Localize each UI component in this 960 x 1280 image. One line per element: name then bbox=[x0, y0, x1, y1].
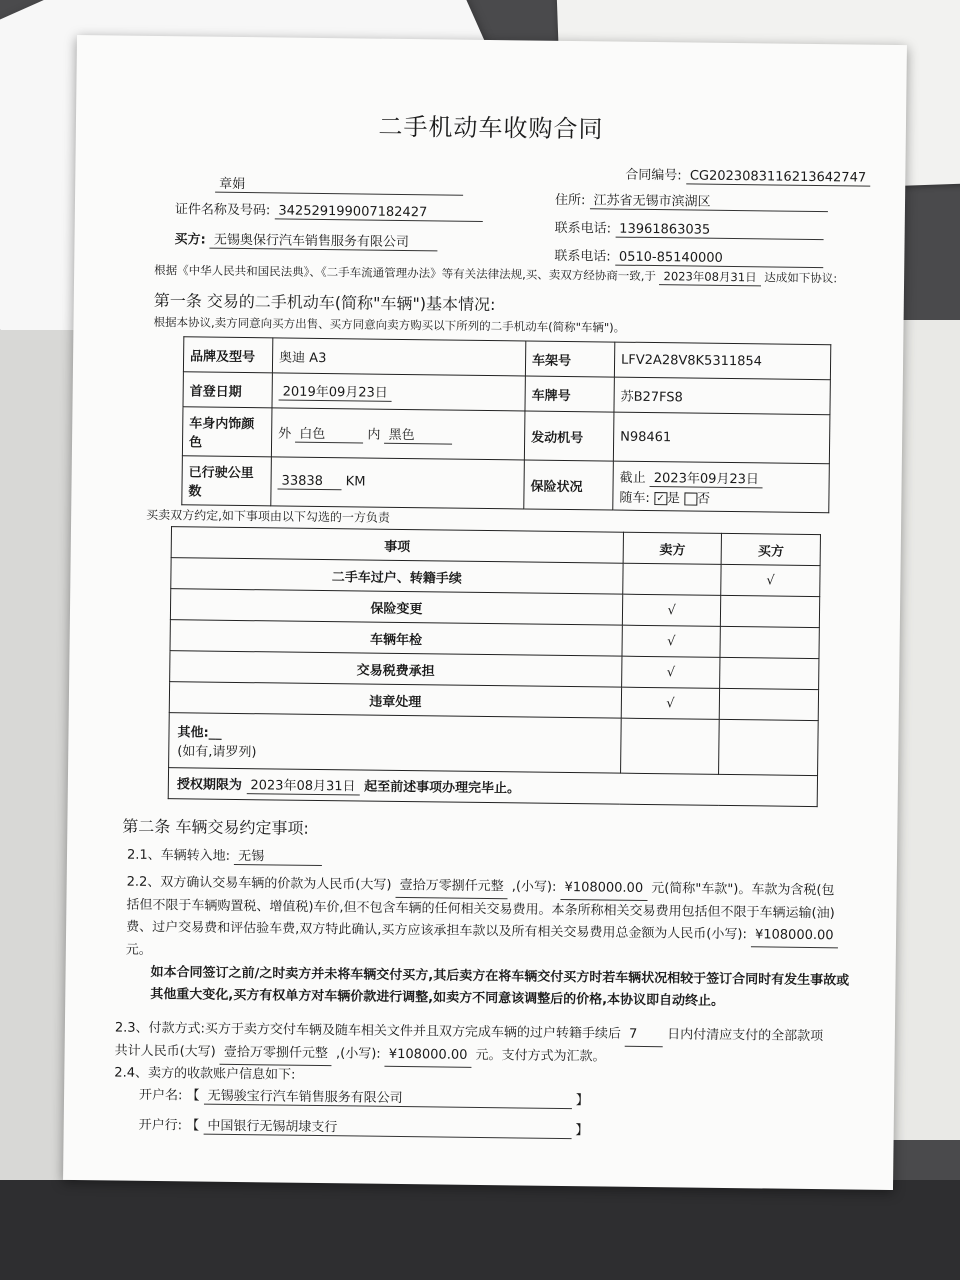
seller-address: 住所: 江苏省无锡市滨湖区 bbox=[555, 189, 828, 212]
seller-id: 证件名称及号码: 342529199007182427 bbox=[175, 198, 483, 222]
table-row: 车辆年检 √ bbox=[170, 620, 819, 659]
table-row: 保险变更 √ bbox=[170, 589, 819, 628]
brand-label: 品牌及型号 bbox=[183, 337, 272, 373]
vehicle-info-table bbox=[181, 336, 831, 513]
brand-value: 奥迪 A3 bbox=[272, 338, 525, 376]
checked-checkbox[interactable]: ✓ bbox=[654, 492, 667, 505]
price-clause: 2.2、双方确认交易车辆的价款为人民币(大写) 壹拾万零捌仟元整 ,(小写): ¥108000.00 元(简称"车款")。车款为含税(包括但不限于车辆购置税、增值税)车价,但不包含车辆的任何相关交易费用。本条所称相关交易费用包括但不限于车辆运输(油)费、过户交易费和评估验车费,双方特此确认,买方应该承担车款以及所有相关交易费用总金额为人民币(小写): ¥108000.00 元。 bbox=[126, 872, 847, 971]
table-row-deadline: 授权期限为 2023年08月31日 起至前述事项办理完毕止。 bbox=[168, 768, 817, 807]
reg-date-label: 首登日期 bbox=[183, 372, 272, 408]
mileage-label: 已行驶公里数 bbox=[182, 456, 272, 506]
buyer-phone: 联系电话: 0510-85140000 bbox=[554, 245, 823, 268]
article2-heading: 第二条 车辆交易约定事项: bbox=[122, 816, 309, 838]
table-row: 交易税费承担 √ bbox=[170, 651, 819, 690]
reg-date-value: 2019年09月23日 bbox=[279, 380, 392, 401]
article1-heading: 第一条 交易的二手机动车(简称"车辆")基本情况: bbox=[153, 290, 496, 315]
engine-value: N98461 bbox=[613, 412, 830, 464]
background-desk bbox=[0, 1180, 960, 1280]
insurance-label: 保险状况 bbox=[524, 460, 614, 510]
adjustment-note: 如本合同签订之前/之时卖方并未将车辆交付买方,其后卖方在将车辆交付买方时若车辆状况相较于签订合同时有发生事故或其他重大变化,买方有权单方对车辆价款进行调整,如卖方不同意该调整后的价格,本协议即自动终止。 bbox=[150, 964, 850, 1009]
plate-value: 苏B27FS8 bbox=[614, 377, 830, 415]
table-row: 二手车过户、转籍手续 √ bbox=[171, 558, 820, 597]
article1-note: 根据本协议,卖方同意向买方出售、买方同意向卖方购买以下所列的二手机动车(简称"车辆")。 bbox=[153, 314, 626, 335]
account-info-heading: 2.4、卖方的收款账户信息如下: bbox=[114, 1065, 296, 1083]
intro-line: 根据《中华人民共和国民法典》、《二手车流通管理办法》等有关法律法规,买、卖双方经协商一致,于 2023年08月31日 达成如下协议: bbox=[154, 262, 838, 286]
transfer-location: 2.1、车辆转入地: 无锡 bbox=[127, 844, 322, 866]
plate-label: 车牌号 bbox=[525, 376, 614, 412]
table-row-other: 其他:__ (如有,请罗列) bbox=[169, 713, 819, 776]
duty-header-buyer: 买方 bbox=[721, 533, 820, 565]
vin-label: 车架号 bbox=[525, 341, 614, 377]
contract-page bbox=[63, 35, 907, 1190]
unchecked-checkbox[interactable] bbox=[684, 492, 697, 505]
color-label: 车身内饰颜色 bbox=[182, 407, 272, 457]
account-bank: 开户行: 【 中国银行无锡胡埭支行 】 bbox=[139, 1114, 589, 1139]
duty-table bbox=[168, 526, 821, 807]
document-title: 二手机动车收购合同 bbox=[378, 112, 604, 144]
seller-name: 章娟 bbox=[215, 173, 463, 196]
insurance-value: 截止 2023年09月23日 随车: ✓ 是 否 bbox=[613, 461, 830, 513]
duty-header-seller: 卖方 bbox=[623, 532, 722, 564]
account-name: 开户名: 【 无锡骏宝行汽车销售服务有限公司 】 bbox=[139, 1084, 589, 1109]
engine-label: 发动机号 bbox=[524, 411, 614, 461]
buyer-name: 买方: 无锡奥保行汽车销售服务有限公司 bbox=[174, 228, 438, 251]
table-row: 违章处理 √ bbox=[169, 682, 818, 721]
payment-clause: 2.3、付款方式:买方于卖方交付车辆及随车相关文件并且双方完成车辆的过户转籍手续后 7 日内付清应支付的全部款项共计人民币(大写) 壹拾万零捌仟元整 ,(小写): ¥108000.00 元。支付方式为汇款。 bbox=[114, 1018, 835, 1073]
vin-value: LFV2A28V8K5311854 bbox=[614, 342, 830, 380]
duty-header-item: 事项 bbox=[171, 527, 623, 564]
seller-phone: 联系电话: 13961863035 bbox=[555, 217, 824, 240]
duty-intro: 买卖双方约定,如下事项由以下勾选的一方负责 bbox=[146, 507, 391, 525]
mileage-value: 33838 KM bbox=[271, 457, 525, 509]
color-value: 外 白色 内 黑色 bbox=[271, 408, 525, 460]
contract-number: 合同编号: CG2023083116213642747 bbox=[625, 164, 870, 187]
